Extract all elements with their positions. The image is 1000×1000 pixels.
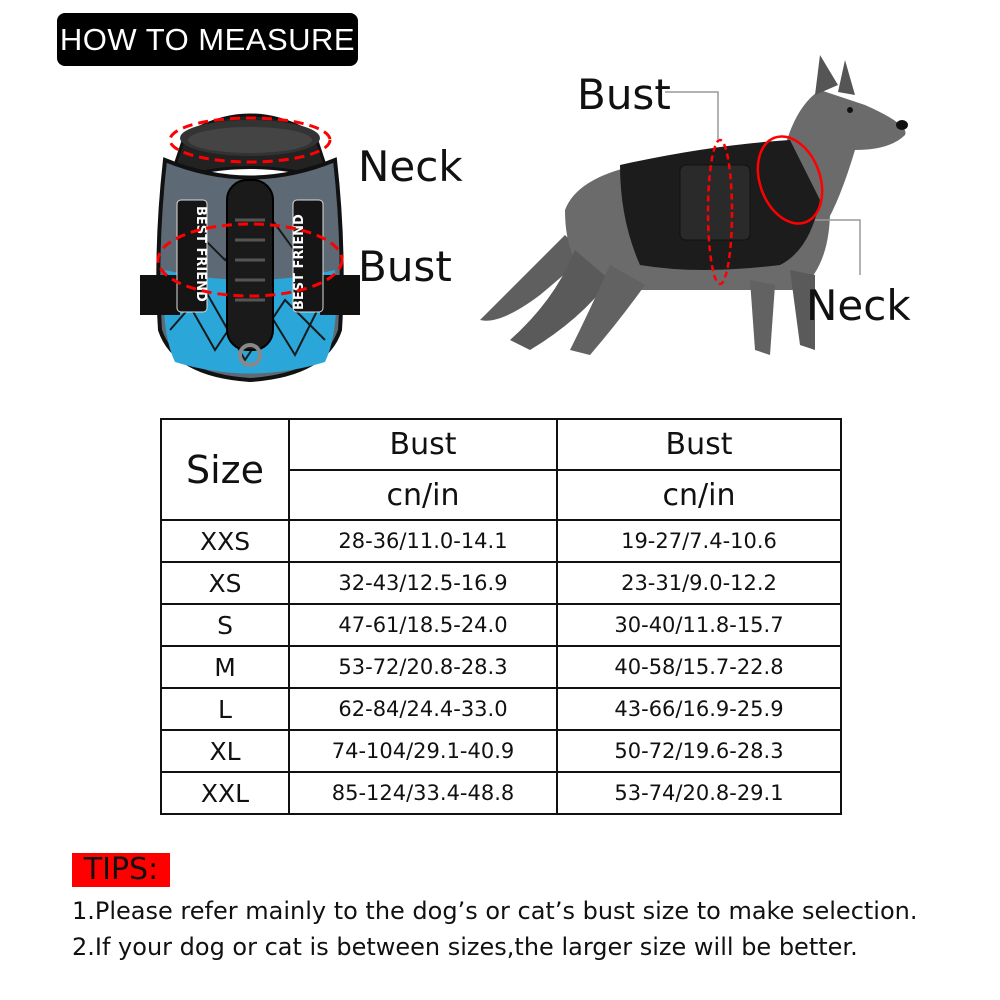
size-cell: XL	[161, 730, 289, 772]
size-cell: L	[161, 688, 289, 730]
col1-cell: 28-36/11.0-14.1	[289, 520, 557, 562]
harness-neck-label: Neck	[358, 142, 463, 191]
harness-bust-label: Bust	[358, 242, 452, 291]
harness-illustration	[135, 100, 365, 390]
col1-cell: 53-72/20.8-28.3	[289, 646, 557, 688]
size-chart-table	[160, 418, 842, 815]
table-row	[161, 730, 841, 772]
size-header: Size	[161, 419, 289, 520]
size-cell: S	[161, 604, 289, 646]
col1-cell: 62-84/24.4-33.0	[289, 688, 557, 730]
col2-cell: 19-27/7.4-10.6	[557, 520, 841, 562]
tip-line-2: 2.If your dog or cat is between sizes,the larger size will be better.	[72, 933, 858, 961]
col2-cell: 53-74/20.8-29.1	[557, 772, 841, 814]
tips-badge: TIPS:	[72, 853, 170, 887]
col2-cell: 50-72/19.6-28.3	[557, 730, 841, 772]
col2-cell: 23-31/9.0-12.2	[557, 562, 841, 604]
col2-header: Bust	[557, 419, 841, 470]
table-row	[161, 646, 841, 688]
col1-unit: cn/in	[289, 470, 557, 520]
dog-neck-label: Neck	[806, 281, 911, 330]
table-row	[161, 772, 841, 814]
patch-right-text: BEST FRIEND	[292, 214, 307, 310]
col2-cell: 30-40/11.8-15.7	[557, 604, 841, 646]
col2-cell: 43-66/16.9-25.9	[557, 688, 841, 730]
col1-header: Bust	[289, 419, 557, 470]
size-cell: M	[161, 646, 289, 688]
patch-left-text: BEST FRIEND	[193, 206, 208, 302]
dog-bust-label: Bust	[577, 70, 671, 119]
size-cell: XXS	[161, 520, 289, 562]
table-row	[161, 604, 841, 646]
col2-unit: cn/in	[557, 470, 841, 520]
col1-cell: 47-61/18.5-24.0	[289, 604, 557, 646]
col1-cell: 32-43/12.5-16.9	[289, 562, 557, 604]
col2-cell: 40-58/15.7-22.8	[557, 646, 841, 688]
size-cell: XS	[161, 562, 289, 604]
size-cell: XXL	[161, 772, 289, 814]
table-row	[161, 520, 841, 562]
tip-line-1: 1.Please refer mainly to the dog’s or cat’s bust size to make selection.	[72, 897, 918, 925]
how-to-measure-badge: HOW TO MEASURE	[57, 13, 358, 66]
table-row	[161, 562, 841, 604]
col1-cell: 74-104/29.1-40.9	[289, 730, 557, 772]
col1-cell: 85-124/33.4-48.8	[289, 772, 557, 814]
table-row	[161, 688, 841, 730]
